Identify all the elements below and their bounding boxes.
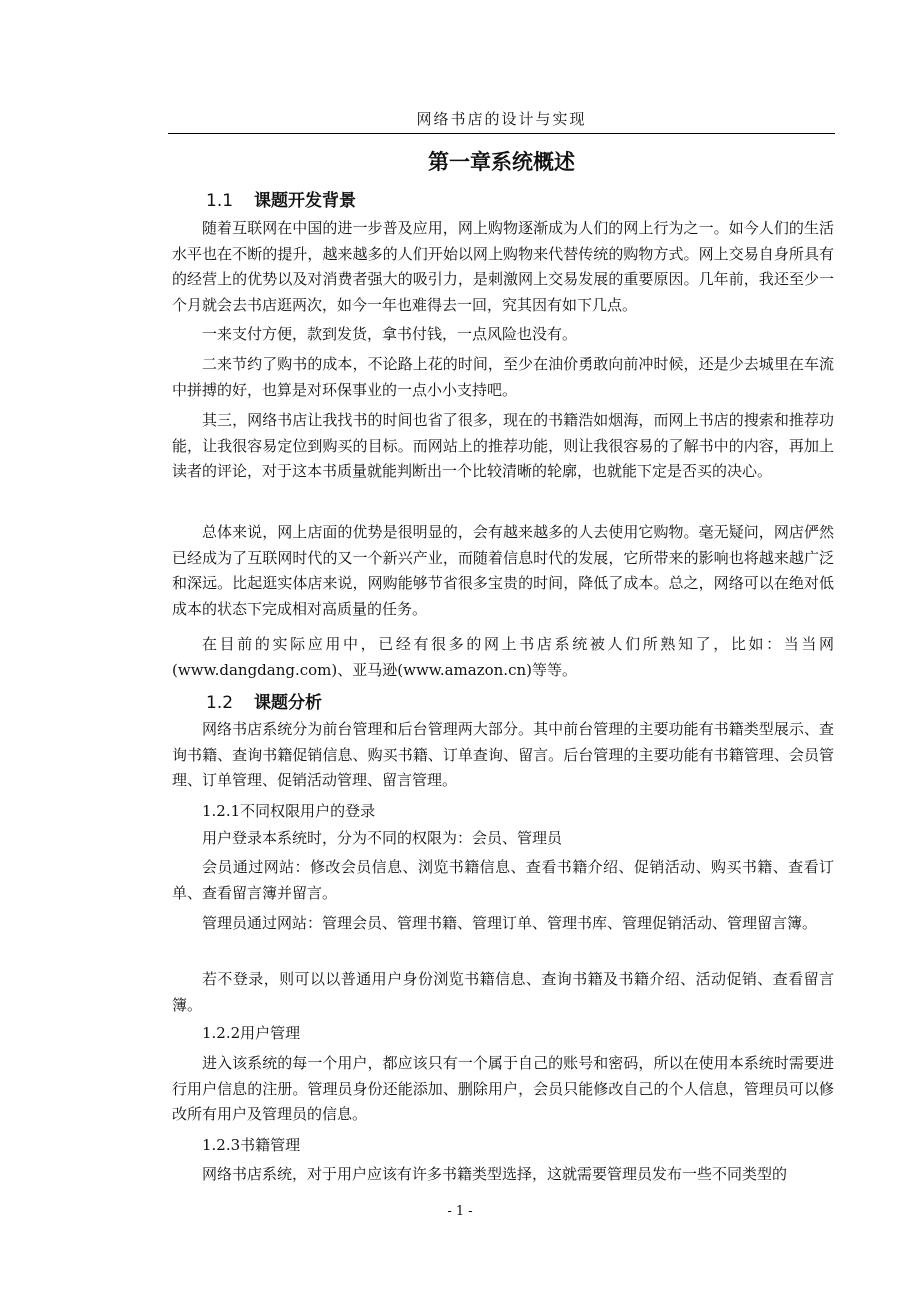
chapter-title: 第一章系统概述 [428, 150, 575, 174]
paragraph: 会员通过网站：修改会员信息、浏览书籍信息、查看书籍介绍、促销活动、购买书籍、查看订单、查看留言簿并留言。 [172, 858, 834, 902]
paragraph: 二来节约了购书的成本，不论路上花的时间，至少在油价勇敢向前冲时候，还是少去城里在车流中拼搏的好，也算是对环保事业的一点小小支持吧。 [172, 355, 834, 399]
paragraph: 一来支付方便，款到发货，拿书付钱，一点风险也没有。 [202, 325, 578, 343]
subsection-title-1-2-1: 1.2.1不同权限用户的登录 [202, 802, 376, 820]
paragraph: 随着互联网在中国的进一步普及应用，网上购物逐渐成为人们的网上行为之一。如今人们的生活水平也在不断的提升，越来越多的人们开始以网上购物来代替传统的购物方式。网上交易自身所具有的经营上的优势以及对消费者强大的吸引力，是刺激网上交易发展的重要原因。几年前，我还至少一个月就会去书店逛两次，如今一年也难得去一回，究其因有如下几点。 [172, 219, 834, 314]
paragraph: 网络书店系统，对于用户应该有许多书籍类型选择，这就需要管理员发布一些不同类型的 [202, 1165, 788, 1183]
page-number: - 1 - [447, 1204, 473, 1219]
section-heading-1-1 [206, 186, 356, 211]
section-title: 课题分析 [254, 693, 322, 713]
subsection-title-1-2-3: 1.2.3书籍管理 [202, 1136, 301, 1154]
paragraph: 用户登录本系统时，分为不同的权限为：会员、管理员 [202, 829, 563, 847]
paragraph: 在目前的实际应用中，已经有很多的网上书店系统被人们所熟知了，比如：当当网(www.dangdang.com)、亚马逊(www.amazon.cn)等等。 [172, 635, 834, 679]
paragraph: 其三，网络书店让我找书的时间也省了很多，现在的书籍浩如烟海，而网上书店的搜索和推荐功能，让我很容易定位到购买的目标。而网站上的推荐功能，则让我很容易的了解书中的内容，再加上读者的评论，对于这本书质量就能判断出一个比较清晰的轮廓，也就能下定是否买的决心。 [172, 411, 834, 481]
running-header: 网络书店的设计与实现 [416, 110, 587, 128]
section-title: 课题开发背景 [254, 191, 356, 211]
paragraph: 管理员通过网站：管理会员、管理书籍、管理订单、管理书库、管理促销活动、管理留言簿。 [202, 914, 818, 932]
section-heading-1-2 [206, 688, 322, 713]
subsection-title-1-2-2: 1.2.2用户管理 [202, 1024, 301, 1042]
paragraph: 进入该系统的每一个用户，都应该只有一个属于自己的账号和密码，所以在使用本系统时需要进行用户信息的注册。管理员身份还能添加、删除用户，会员只能修改自己的个人信息，管理员可以修改所有用户及管理员的信息。 [172, 1054, 834, 1124]
section-number: 1.1 [206, 191, 234, 211]
header-rule [168, 133, 835, 134]
paragraph: 总体来说，网上店面的优势是很明显的，会有越来越多的人去使用它购物。毫无疑问，网店俨然已经成为了互联网时代的又一个新兴产业，而随着信息时代的发展，它所带来的影响也将越来越广泛和深远。比起逛实体店来说，网购能够节省很多宝贵的时间，降低了成本。总之，网络可以在绝对低成本的状态下完成相对高质量的任务。 [172, 523, 834, 618]
paragraph: 若不登录，则可以以普通用户身份浏览书籍信息、查询书籍及书籍介绍、活动促销、查看留言簿。 [172, 970, 834, 1014]
section-number: 1.2 [206, 693, 234, 713]
paragraph: 网络书店系统分为前台管理和后台管理两大部分。其中前台管理的主要功能有书籍类型展示、查询书籍、查询书籍促销信息、购买书籍、订单查询、留言。后台管理的主要功能有书籍管理、会员管理、订单管理、促销活动管理、留言管理。 [172, 720, 834, 790]
